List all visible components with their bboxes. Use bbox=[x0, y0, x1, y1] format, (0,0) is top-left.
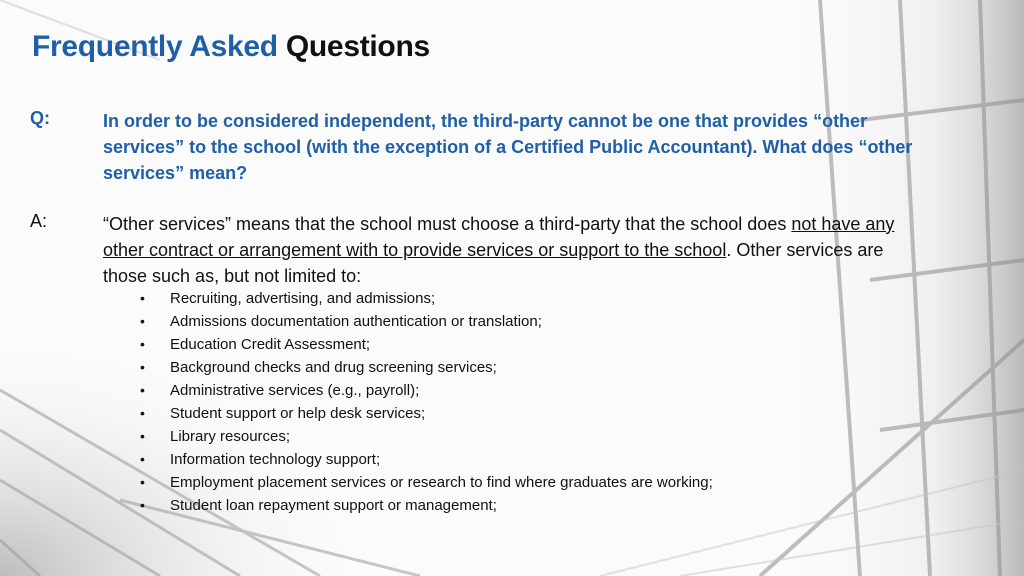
bullet-icon: • bbox=[140, 428, 145, 444]
question-marker: Q: bbox=[30, 108, 50, 128]
bullet-icon: • bbox=[140, 336, 145, 352]
answer-underlined-text: not have any other contract or arrangement with to provide services or support to the school bbox=[103, 214, 895, 260]
list-item bbox=[140, 356, 900, 379]
list-item-text: Recruiting, advertising, and admissions; bbox=[170, 290, 436, 307]
list-item-text: Background checks and drug screening services; bbox=[170, 359, 497, 376]
list-item-text: Information technology support; bbox=[170, 451, 381, 468]
bullet-icon: • bbox=[140, 313, 145, 329]
bullet-icon: • bbox=[140, 382, 145, 398]
list-item bbox=[140, 333, 900, 356]
list-item-text: Admissions documentation authentication or translation; bbox=[170, 313, 542, 330]
list-item bbox=[140, 402, 900, 425]
bullet-icon: • bbox=[140, 474, 145, 490]
question-text: In order to be considered independent, the third-party cannot be one that provides “other services” to the school (with the exception of a Certified Public Accountant). What does “other services” mean? bbox=[103, 111, 913, 183]
title-part-2: Questions bbox=[285, 30, 430, 63]
other-services-list bbox=[140, 287, 900, 517]
list-item-text: Library resources; bbox=[170, 428, 291, 445]
list-item-text: Education Credit Assessment; bbox=[170, 336, 371, 353]
list-item bbox=[140, 310, 900, 333]
list-item-text: Employment placement services or research to find where graduates are working; bbox=[170, 474, 713, 491]
answer-text-before: “Other services” means that the school must choose a third-party that the school does bbox=[103, 214, 792, 234]
list-item bbox=[140, 494, 900, 517]
bullet-icon: • bbox=[140, 290, 145, 306]
list-item-text: Administrative services (e.g., payroll); bbox=[170, 382, 420, 399]
bullet-icon: • bbox=[140, 497, 145, 513]
list-item bbox=[140, 425, 900, 448]
page-title bbox=[32, 30, 430, 64]
title-part-1: Frequently Asked bbox=[32, 30, 278, 63]
list-item bbox=[140, 379, 900, 402]
list-item-text: Student loan repayment support or management; bbox=[170, 497, 497, 514]
list-item-text: Student support or help desk services; bbox=[170, 405, 426, 422]
list-item bbox=[140, 471, 900, 494]
list-item bbox=[140, 287, 900, 310]
bullet-icon: • bbox=[140, 359, 145, 375]
bullet-icon: • bbox=[140, 405, 145, 421]
answer-text-after: . Other services are those such as, but not limited to: bbox=[103, 240, 884, 286]
answer-marker: A: bbox=[30, 211, 48, 231]
bullet-icon: • bbox=[140, 451, 145, 467]
answer-text bbox=[103, 211, 923, 289]
list-item bbox=[140, 448, 900, 471]
